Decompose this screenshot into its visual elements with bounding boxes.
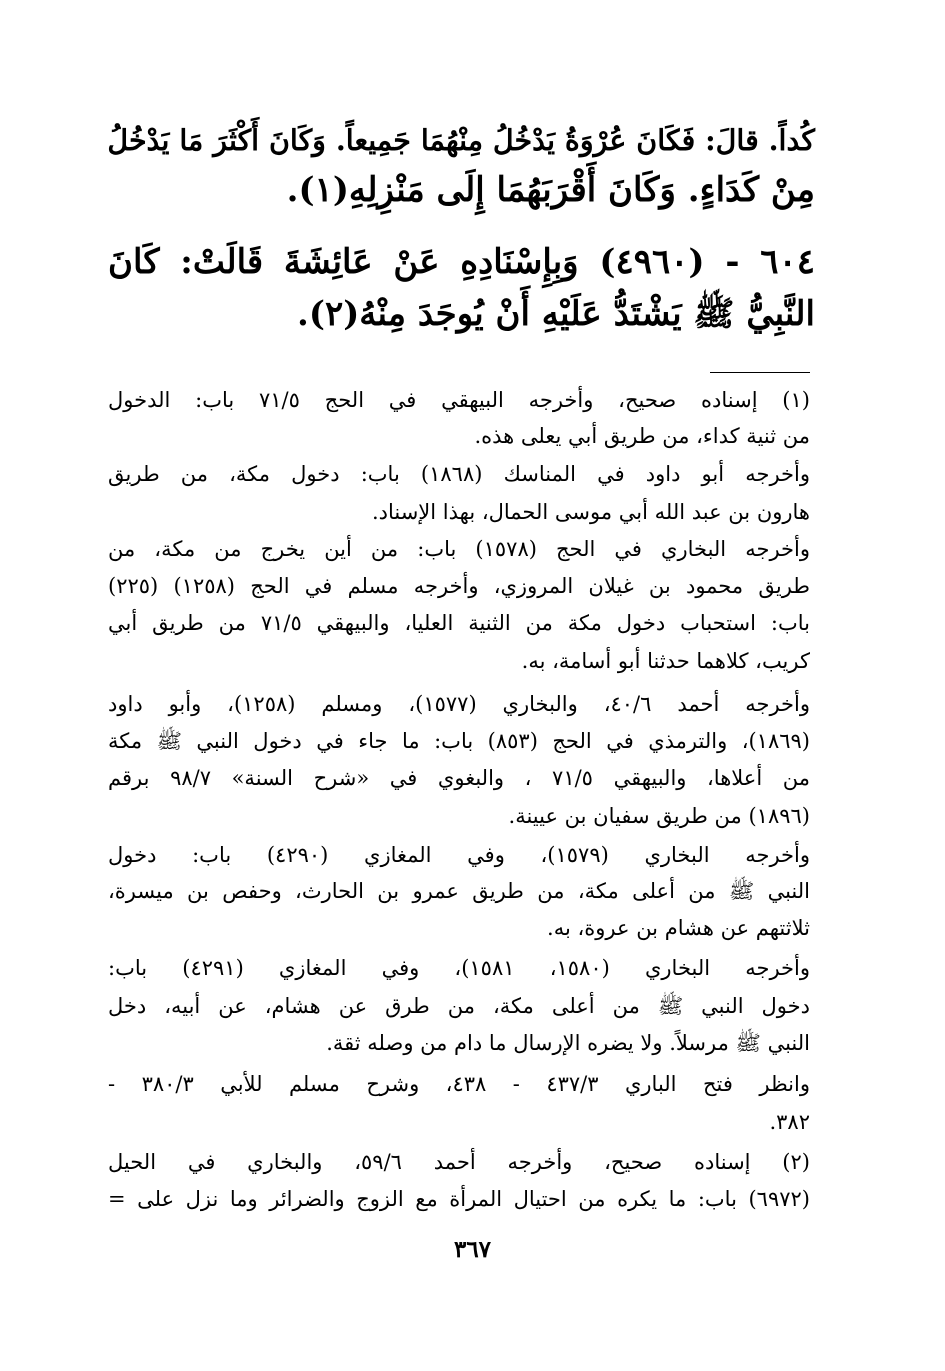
footnote-line-8: كريب، كلاهما حدثنا أبو أسامة، به. bbox=[521, 649, 810, 673]
footnote-line-1: (١) إسناده صحيح، وأخرجه البيهقي في الحج ٧١/٥ باب: الدخول bbox=[108, 388, 810, 412]
main-text-line-2: مِنْ كَدَاءٍ. وَكَانَ أَقْرَبَهُمَا إِلَى مَنْزِلِهِ(١). bbox=[286, 170, 815, 210]
footnote-line-14: النبي ﷺ من أعلى مكة، من طريق عمرو بن الحارث، وحفص بن ميسرة، bbox=[108, 879, 810, 903]
page-number: ٣٦٧ bbox=[453, 1236, 492, 1263]
footnote-line-22: (٦٩٧٢) باب: ما يكره من احتيال المرأة مع الزوج والضرائر وما نزل على = bbox=[108, 1187, 810, 1211]
main-text-line-4: النَّبِيُّ ﷺ يَشْتَدُّ عَلَيْهِ أَنْ يُوجَدَ مِنْهُ(٢). bbox=[297, 294, 815, 334]
footnote-line-2: من ثنية كداء، من طريق أبي يعلى هذه. bbox=[474, 424, 810, 448]
footnote-line-11: من أعلاها، والبيهقي ٧١/٥ ، والبغوي في «شرح السنة» ٩٨/٧ برقم bbox=[108, 766, 811, 790]
footnote-line-19: وانظر فتح الباري ٤٣٧/٣ - ٤٣٨، وشرح مسلم للأبي ٣٨٠/٣ - bbox=[108, 1072, 811, 1096]
footnote-line-5: وأخرجه البخاري في الحج (١٥٧٨) باب: من أين يخرج من مكة، من bbox=[108, 537, 810, 561]
footnote-line-16: وأخرجه البخاري (١٥٨٠، ١٥٨١)، وفي المغازي (٤٢٩١) باب: bbox=[108, 956, 811, 980]
footnote-line-13: وأخرجه البخاري (١٥٧٩)، وفي المغازي (٤٢٩٠) باب: دخول bbox=[108, 843, 811, 867]
footnote-line-7: باب: استحباب دخول مكة من الثنية العليا، والبيهقي ٧١/٥ من طريق أبي bbox=[108, 611, 810, 635]
main-text-line-3: ٦٠٤ - (٤٩٦٠) وَبِإِسْنَادِهِ عَنْ عَائِشَةَ قَالَتْ: كَانَ bbox=[108, 242, 815, 282]
footnote-line-20: ٣٨٢. bbox=[769, 1110, 810, 1134]
footnote-line-4: هارون بن عبد الله أبي موسى الحمال، بهذا الإسناد. bbox=[371, 500, 810, 524]
footnote-line-17: دخول النبي ﷺ من أعلى مكة، من طرق عن هشام، عن أبيه، دخل bbox=[108, 994, 810, 1018]
main-text-line-1: كُداً. قالَ: فَكَانَ عُرْوَةُ يَدْخُلُ مِنْهُمَا جَمِيعاً. وَكَانَ أَكْثَرَ مَا يَدْخُلُ bbox=[107, 123, 815, 157]
footnote-line-12: (١٨٩٦) من طريق سفيان بن عيينة. bbox=[508, 804, 810, 828]
footnote-line-10: (١٨٦٩)، والترمذي في الحج (٨٥٣) باب: ما جاء في دخول النبي ﷺ مكة bbox=[108, 729, 810, 753]
footnote-line-3: وأخرجه أبو داود في المناسك (١٨٦٨) باب: دخول مكة، من طريق bbox=[108, 462, 810, 486]
footnote-line-9: وأخرجه أحمد ٤٠/٦، والبخاري (١٥٧٧)، ومسلم (١٢٥٨)، وأبو داود bbox=[108, 692, 810, 716]
footnote-line-18: النبي ﷺ مرسلاً. ولا يضره الإرسال ما دام من وصله ثقة. bbox=[326, 1031, 810, 1055]
footnote-line-6: طريق محمود بن غيلان المروزي، وأخرجه مسلم في الحج (١٢٥٨) (٢٢٥) bbox=[108, 574, 811, 598]
footnote-line-21: (٢) إسناده صحيح، وأخرجه أحمد ٥٩/٦، والبخاري في الحيل bbox=[108, 1150, 810, 1174]
footnote-line-15: ثلاثتهم عن هشام بن عروة، به. bbox=[547, 916, 810, 940]
footnote-separator bbox=[710, 372, 810, 373]
